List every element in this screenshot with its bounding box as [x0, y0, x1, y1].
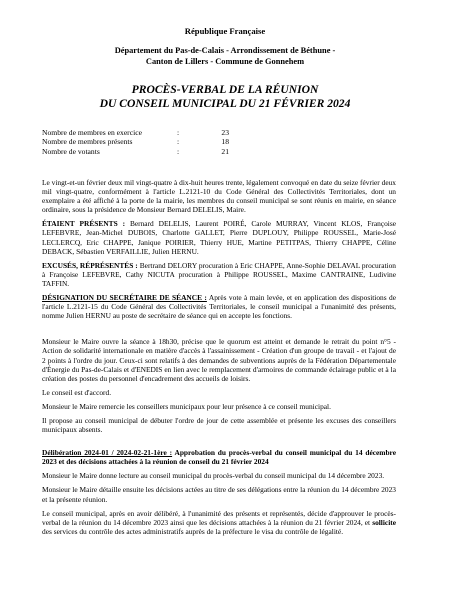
title-line-1: PROCÈS-VERBAL DE LA RÉUNION [131, 83, 319, 96]
quorum-paragraph: Monsieur le Maire ouvre la séance à 18h30, précise que le quorum est atteint et demande le retrait du point n°5 - Action de solidarité internationale en matière d'accès à l'assainissement - Création d'un groupe de travail - et l'ajout de 2 points à l'ordre du jour. Ceux-ci sont relatifs à des demandes de subventions auprès de la Fédération Départementale d'Énergie du Pas-de-Calais et d'ENEDIS en lien avec le remplacement d'armoires de commande éclairage public et à la création des postes du personnel d'encadrement des accueils de loisirs. [42, 337, 396, 383]
intro-paragraph: Le vingt-et-un février deux mil vingt-quatre à dix-huit heures trente, légalement convoqué en date du seize février deux mil vingt-quatre, conformément à l'article L.2121-10 du Code Général des Collectivités Territoriales, dont un exemplaire a été affiché à la porte de la mairie, les membres du conseil municipal se sont réunis en mairie, en séance ordinaire, sous la présidence de Monsieur Bernard DELELIS, Maire. [42, 178, 396, 215]
members-row: Nombre de membres en exercice : 23 [42, 128, 229, 137]
document-title [0, 83, 450, 111]
deliberation-heading [42, 448, 396, 466]
title-line-2: DU CONSEIL MUNICIPAL DU 21 FÉVRIER 2024 [99, 97, 351, 110]
present-label: ÉTAIENT PRÉSENTS : [42, 219, 126, 229]
deliberation-label: Délibération 2024-01 / 2024-02-21-1ère : [42, 448, 173, 458]
members-row: Nombre de membres présents : 18 [42, 137, 229, 147]
members-label: Nombre de membres présents [42, 137, 133, 147]
members-value: 21 [221, 146, 229, 156]
members-label: Nombre de votants [42, 146, 100, 156]
approval-text-end: des services du contrôle des actes administratifs auprès de la préfecture le visa du contrôle de légalité. [42, 526, 344, 536]
proposal-paragraph: Il propose au conseil municipal de débuter l'ordre de jour de cette assemblée et présente les excuses des conseillers municipaux absents. [42, 415, 396, 435]
approval-text-start: Le conseil municipal, après en avoir délibéré, à l'unanimité des présents et représentés, décide d'approuver le procès-verbal de la réunion du 14 décembre 2023 ainsi que les décisions attachées à la réunion du 21 février 2024, et [42, 508, 396, 527]
department-header [0, 45, 450, 67]
excused-list: Bertrand DELORY procuration à Eric CHAPPE, Anne-Sophie DELAVAL procuration à Françoise LEFEBVRE, Cathy NICUTA procuration à Philippe ROUSSEL, Maxime CANTRAINE, Ludivine TAFFIN. [42, 260, 396, 288]
members-value: 18 [221, 137, 229, 147]
present-paragraph [42, 219, 396, 255]
secretary-label: DÉSIGNATION DU SECRÉTAIRE DE SÉANCE : [42, 293, 207, 303]
members-row: Nombre de votants : 21 [42, 146, 229, 156]
thanks-paragraph: Monsieur le Maire remercie les conseillers municipaux pour leur présence à ce conseil municipal. [42, 401, 331, 411]
department-line-1: Département du Pas-de-Calais - Arrondissement de Béthune - [114, 46, 336, 55]
secretary-paragraph [42, 293, 396, 320]
agreement-paragraph: Le conseil est d'accord. [42, 387, 112, 397]
approval-bold-word: sollicite [372, 517, 396, 527]
members-label: Nombre de membres en exercice [42, 128, 142, 137]
secretary-text: Après vote à main levée, et en application des dispositions de l'article L.2121-15 du Code Général des Collectivités Territoriales, le conseil municipal a l'unanimité des présents, nomme Julien HERNU au poste de secrétaire de séance qui en accepte les fonctions. [42, 293, 396, 321]
members-value: 23 [221, 128, 229, 137]
excused-label: EXCUSÉS, RÉPRÉSENTÉS : [42, 260, 138, 270]
document-body [42, 178, 396, 541]
approval-paragraph [42, 509, 396, 536]
department-line-2: Canton de Lillers - Commune de Gonnehem [145, 57, 305, 66]
republic-header: République Française [184, 26, 266, 36]
reading-paragraph: Monsieur le Maire donne lecture au conseil municipal du procès-verbal du conseil municipal du 14 décembre 2023. [42, 471, 385, 481]
present-list: Bernard DELELIS, Laurent POIRÉ, Carole MURRAY, Vincent KLOS, Françoise LEFEBVRE, Jean-Michel DUBOIS, Charlotte GALLET, Pierre DUPLOUY, Philippe ROUSSEL, Marie-José LECLERCQ, Eric CHAPPE, Janique POIRIER, Thierry HUE, Martine PETITPAS, Thierry CHAPPE, Céline DEBACK, Sébastien VERFAILLIE, Julien HERNU. [42, 219, 396, 256]
excused-paragraph [42, 261, 396, 288]
members-count-table [42, 128, 229, 156]
details-paragraph: Monsieur le Maire détaille ensuite les décisions actées au titre de ses délégations entre la réunion du 14 décembre 2023 et la présente réunion. [42, 485, 396, 504]
deliberation-title: Approbation du procès-verbal du conseil municipal du 14 décembre 2023 et des décisions attachées à la réunion de conseil du 21 février 2024 [42, 448, 396, 467]
